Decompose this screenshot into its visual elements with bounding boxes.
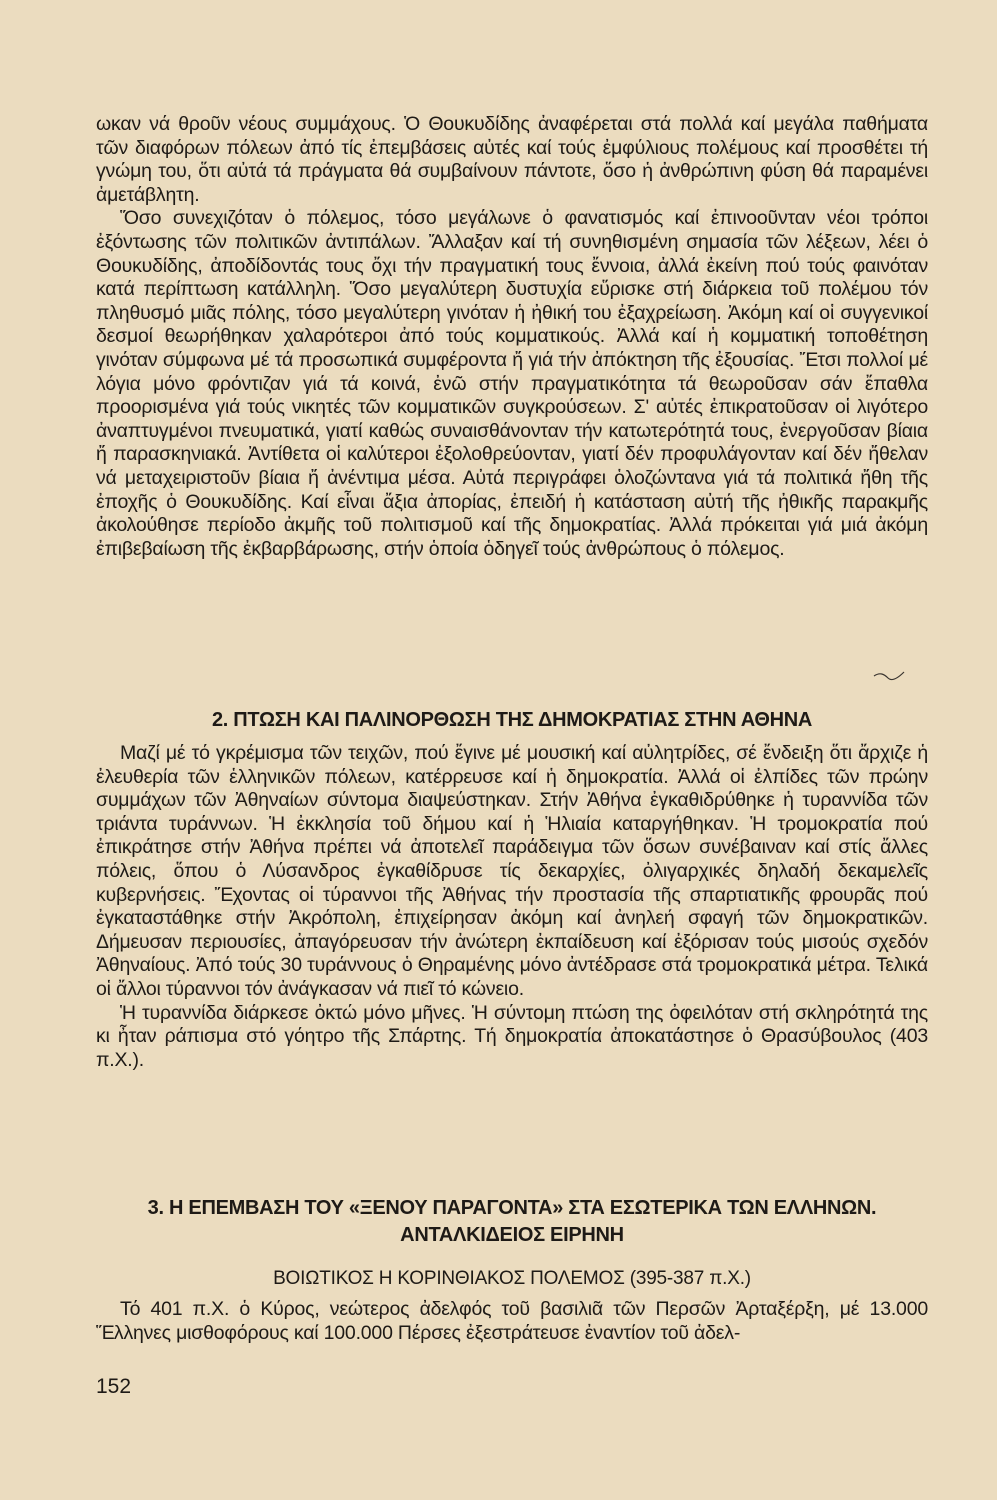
paragraph: Τό 401 π.Χ. ὁ Κύρος, νεώτερος ἀδελφός τοῦ βασιλιᾶ τῶν Περσῶν Ἀρταξέρξη, μέ 13.000 Ἕλληνες μισθοφόρους καί 100.000 Πέρσες ἐξεστράτευσε ἐναντίον τοῦ ἀδελ- (96, 1298, 928, 1344)
section-2-text (96, 742, 928, 1072)
paragraph: Μαζί μέ τό γκρέμισμα τῶν τειχῶν, πού ἔγινε μέ μουσική καί αὐλητρίδες, σέ ἔνδειξη ὅτι ἄρχιζε ἡ ἐλευθερία τῶν ἑλληνικῶν πόλεων, κατέρρευσε καί ἡ δημοκρατία. Ἀλλά οἱ ἐλπίδες τῶν πρώην συμμάχων τῶν Ἀθηναίων σύντομα διαψεύστηκαν. Στήν Ἀθήνα ἐγκαθιδρύθηκε ἡ τυραννίδα τῶν τριάντα τυράννων. Ἡ ἐκκλησία τοῦ δήμου καί ἡ Ἡλιαία καταργήθηκαν. Ἡ τρομοκρατία πού ἐπικράτησε στήν Ἀθήνα πρέπει νά ἀποτελεῖ παράδειγμα τῶν ὅσων συνέβαιναν καί στίς ἄλλες πόλεις, ὅπου ὁ Λύσανδρος ἐγκαθίδρυσε τίς δεκαρχίες, ὀλιγαρχικές δηλαδή δεκαμελεῖς κυβερνήσεις. Ἔχοντας οἱ τύραννοι τῆς Ἀθήνας τήν προστασία τῆς σπαρτιατικῆς φρουρᾶς πού ἐγκαταστάθηκε στήν Ἀκρόπολη, ἐπιχείρησαν ἀκόμη καί ἀνηλεή σφαγή τῶν δημοκρατικῶν. Δήμευσαν περιουσίες, ἀπαγόρευσαν τήν ἀνώτερη ἐκπαίδευση καί ἐξόρισαν τούς μισούς σχεδόν Ἀθηναίους. Ἀπό τούς 30 τυράννους ὁ Θηραμένης μόνο ἀντέδρασε στά τρομοκρατικά μέτρα. Τελικά οἱ ἄλλοι τύραννοι τόν ἀνάγκασαν νά πιεῖ τό κώνειο. (96, 742, 928, 1000)
pencil-mark-icon (872, 668, 908, 684)
section-1-text (96, 113, 928, 561)
section-3-heading: 3. Η ΕΠΕΜΒΑΣΗ ΤΟΥ «ΞΕΝΟΥ ΠΑΡΑΓΟΝΤΑ» ΣΤΑ ΕΣΩΤΕΡΙΚΑ ΤΩΝ ΕΛΛΗΝΩΝ. (147, 1197, 877, 1219)
paragraph: Ἡ τυραννίδα διάρκεσε ὀκτώ μόνο μῆνες. Ἡ σύντομη πτώση της ὀφειλόταν στή σκληρότητά της κι ἦταν ράπισμα στό γόητρο τῆς Σπάρτης. Τή δημοκρατία ἀποκατάστησε ὁ Θρασύβουλος (403 π.Χ.). (96, 1001, 928, 1071)
section-3-heading-line-2: ΑΝΤΑΛΚΙΔΕΙΟΣ ΕΙΡΗΝΗ (400, 1224, 624, 1246)
section-2-heading: 2. ΠΤΩΣΗ ΚΑΙ ΠΑΛΙΝΟΡΘΩΣΗ ΤΗΣ ΔΗΜΟΚΡΑΤΙΑΣ ΣΤΗΝ ΑΘΗΝΑ (211, 709, 813, 731)
paragraph: ωκαν νά θροῦν νέους συμμάχους. Ὁ Θουκυδίδης ἀναφέρεται στά πολλά καί μεγάλα παθήματα τῶν διαφόρων πόλεων ἀπό τίς ἐπεμβάσεις αὐτές καί τούς ἐμφύλιους πολέμους καί προσθέτει τή γνώμη του, ὅτι αὐτά τά πράγματα θά συμβαίνουν πάντοτε, ὅσο ἡ ἀνθρώπινη φύση θά παραμένει ἀμετάβλητη. (96, 113, 928, 206)
paragraph: Ὅσο συνεχιζόταν ὁ πόλεμος, τόσο μεγάλωνε ὁ φανατισμός καί ἐπινοοῦνταν νέοι τρόποι ἐξόντωσης τῶν πολιτικῶν ἀντιπάλων. Ἄλλαξαν καί τή συνηθισμένη σημασία τῶν λέξεων, λέει ὁ Θουκυδίδης, ἀποδίδοντάς τους ὄχι τήν πραγματική τους ἔννοια, ἀλλά ἐκείνη πού τούς φαινόταν κατά περίπτωση κατάλληλη. Ὅσο μεγαλύτερη δυστυχία εὕρισκε στή διάρκεια τοῦ πολέμου τόν πληθυσμό μιᾶς πόλης, τόσο μεγαλύτερη γινόταν ἡ ἠθική του ἐξαχρείωση. Ἀκόμη καί οἱ συγγενικοί δεσμοί θεωρήθηκαν χαλαρότεροι ἀπό τούς κομματικούς. Ἀλλά καί ἡ κομματική τοποθέτηση γινόταν σύμφωνα μέ τά προσωπικά συμφέροντα ἤ γιά τήν ἀπόκτηση τῆς ἐξουσίας. Ἔτσι πολλοί μέ λόγια μόνο φρόντιζαν γιά τά κοινά, ἐνῶ στήν πραγματικότητα τά θεωροῦσαν σάν ἔπαθλα προορισμένα γιά τούς νικητές τῶν κομματικῶν συγκρούσεων. Σ' αὐτές ἐπικρατοῦσαν οἱ λιγότερο ἀναπτυγμένοι πνευματικά, γιατί καθώς συναισθάνονταν τήν κατωτερότητά τους, ἐνεργοῦσαν βίαια ἤ παρασκηνιακά. Ἀντίθετα οἱ καλύτεροι ἐξολοθρεύονταν, γιατί δέν προφυλάγονταν καί δέν ἤθελαν νά μεταχειριστοῦν βίαια ἤ ἀνέντιμα μέσα. Αὐτά περιγράφει ὁλοζώντανα γιά τά πολιτικά ἤθη τῆς ἐποχῆς ὁ Θουκυδίδης. Καί εἶναι ἄξια ἀπορίας, ἐπειδή ἡ κατάσταση αὐτή τῆς ἠθικῆς παρακμῆς ἀκολούθησε περίοδο ἀκμῆς τοῦ πολιτισμοῦ καί τῆς δημοκρατίας. Ἀλλά πρόκειται γιά μιά ἀκόμη ἐπιβεβαίωση τῆς ἐκβαρβάρωσης, στήν ὁποία ὁδηγεῖ τούς ἀνθρώπους ὁ πόλεμος. (96, 207, 928, 560)
page-number: 152 (96, 1375, 132, 1398)
section-3-subheading: ΒΟΙΩΤΙΚΟΣ Η ΚΟΡΙΝΘΙΑΚΟΣ ΠΟΛΕΜΟΣ (395-387 π.Χ.) (273, 1268, 751, 1289)
section-3-text (96, 1298, 928, 1345)
